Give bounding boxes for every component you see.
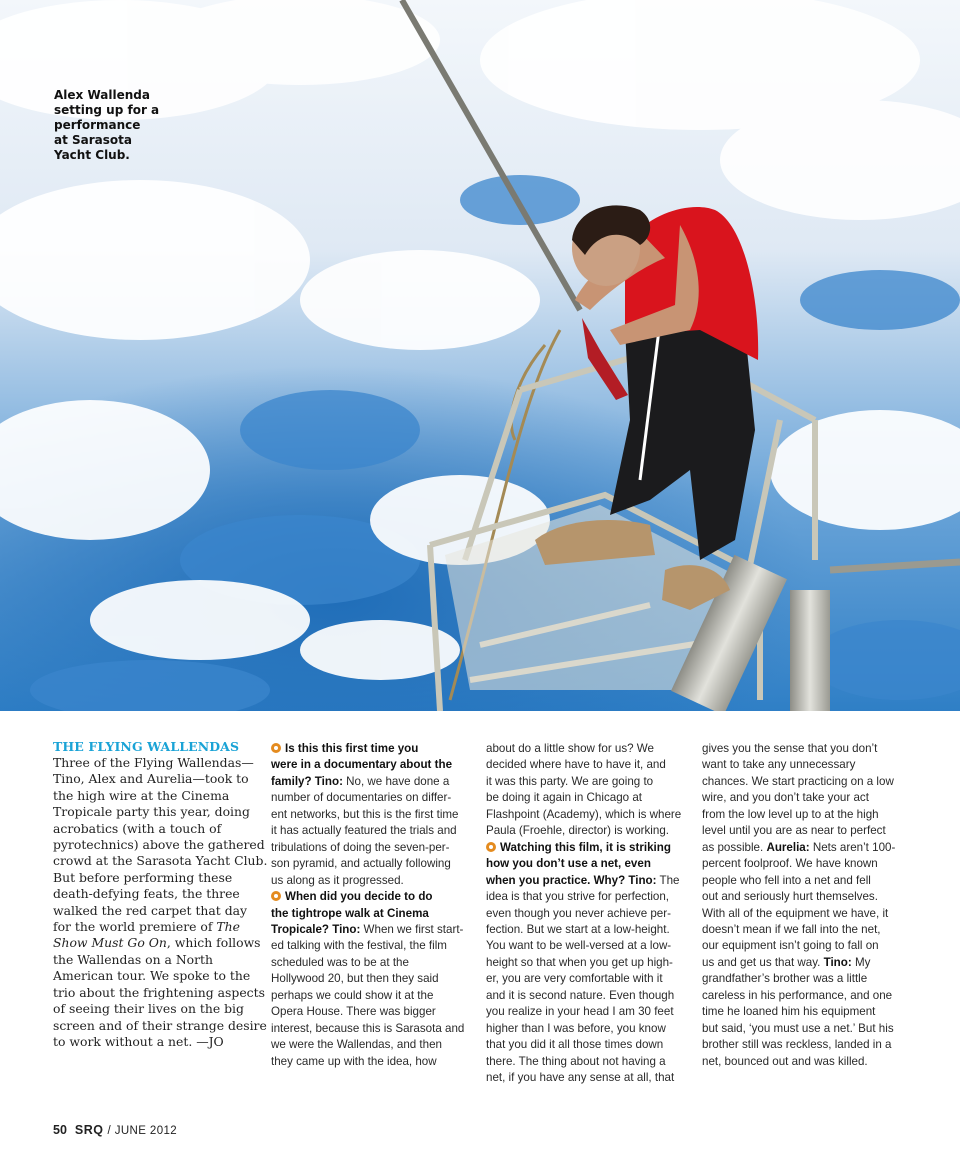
answer-line: wire, and you don’t take your act xyxy=(702,791,869,805)
answer-line: they came up with the idea, how xyxy=(271,1054,437,1068)
intro-line: acrobatics (with a touch of xyxy=(53,820,222,836)
question-text: Watching this film, it is striking xyxy=(500,840,671,854)
answer-line: level until you are as near to perfect xyxy=(702,824,886,838)
intro-line: American tour. We spoke to the xyxy=(53,968,251,984)
answer-line: You want to be well-versed at a low- xyxy=(486,939,672,953)
answer-line: Opera House. There was bigger xyxy=(271,1005,436,1019)
interview-column-2 xyxy=(486,741,696,1087)
speaker-label: Aurelia: xyxy=(766,840,810,854)
question-line xyxy=(486,840,696,856)
answer-line: height so that when you get up high- xyxy=(486,955,673,969)
answer-line: Flashpoint (Academy), which is where xyxy=(486,807,682,821)
answer-line: percent foolproof. We have known xyxy=(702,857,878,871)
answer-line: careless in his performance, and one xyxy=(702,988,893,1002)
question-text: When did you decide to do xyxy=(285,890,433,904)
answer-line: er, you are very comfortable with it xyxy=(486,972,663,986)
page-footer xyxy=(53,1123,177,1137)
caption-line: Yacht Club. xyxy=(54,148,130,162)
answer-line: grandfather’s brother was a little xyxy=(702,972,868,986)
answer-line: ent networks, but this is the first time xyxy=(271,807,459,821)
answer-line: us along as it progressed. xyxy=(271,873,404,887)
intro-line: crowd at the Sarasota Yacht Club. xyxy=(53,853,268,869)
question-line xyxy=(271,889,481,905)
answer-text: Nets aren’t 100- xyxy=(809,840,896,854)
question-bullet-icon xyxy=(486,842,496,852)
answer-line: about do a little show for us? We xyxy=(486,742,654,755)
question-text: Is this this first time you xyxy=(285,742,419,755)
answer-line: you realize in your head I am 30 feet xyxy=(486,1005,674,1019)
answer-line: gives you the sense that you don’t xyxy=(702,742,878,755)
answer-line: want to take any unnecessary xyxy=(702,758,856,772)
question-bullet-icon xyxy=(271,891,281,901)
answer-text: as possible. xyxy=(702,840,767,854)
answer-text: My xyxy=(851,955,871,969)
intro-line: walked the red carpet that day xyxy=(53,902,248,918)
answer-line: interest, because this is Sarasota and xyxy=(271,1021,465,1035)
speaker-label: Tino: xyxy=(823,955,852,969)
intro-line: Three of the Flying Wallendas— xyxy=(53,755,254,770)
article-heading: THE FLYING WALLENDAS xyxy=(53,739,240,754)
photo-caption xyxy=(54,88,174,163)
question-text: when you practice. Why? Tino: xyxy=(486,873,657,887)
answer-line: out and seriously hurt themselves. xyxy=(702,890,878,904)
question-line xyxy=(271,774,481,790)
magazine-name: SRQ xyxy=(74,1123,104,1137)
answer-line: scheduled was to be at the xyxy=(271,955,409,969)
answer-text: When we first start- xyxy=(360,922,464,936)
question-text: were in a documentary about the xyxy=(271,758,453,772)
answer-line: Paula (Froehle, director) is working. xyxy=(486,824,669,838)
question-text: the tightrope walk at Cinema xyxy=(271,906,429,920)
interview-column-3 xyxy=(702,741,912,1070)
question-text: Tropicale? Tino: xyxy=(271,922,361,936)
question-line xyxy=(486,856,696,872)
question-line xyxy=(271,741,481,757)
answer-text: No, we have done a xyxy=(342,774,450,788)
answer-line: be doing it again in Chicago at xyxy=(486,791,642,805)
answer-line xyxy=(702,840,912,856)
intro-line: the Wallendas on a North xyxy=(53,951,214,967)
intro-line: death-defying feats, the three xyxy=(53,886,240,902)
answer-line: but said, ‘you must use a net.’ But his xyxy=(702,1021,894,1035)
answer-line: perhaps we could show it at the xyxy=(271,988,434,1002)
intro-text: for the world premiere of xyxy=(53,919,217,935)
answer-line: that you did it all those times down xyxy=(486,1038,664,1052)
answer-line: time he loaned him his equipment xyxy=(702,1005,876,1019)
question-text: family? Tino: xyxy=(271,774,343,788)
intro-line: trio about the frightening aspects xyxy=(53,984,265,1000)
answer-line: people who fell into a net and fell xyxy=(702,873,871,887)
answer-line: number of documentaries on differ- xyxy=(271,791,452,805)
answer-line: idea is that you strive for perfection, xyxy=(486,890,670,904)
answer-line: doesn’t mean if we fall into the net, xyxy=(702,922,881,936)
intro-line: of seeing their lives on the big xyxy=(53,1001,244,1017)
answer-line: even though you never achieve per- xyxy=(486,906,671,920)
answer-line xyxy=(702,955,912,971)
question-line xyxy=(271,906,481,922)
answer-line: higher than I was before, you know xyxy=(486,1021,666,1035)
answer-line: ed talking with the festival, the film xyxy=(271,939,447,953)
intro-line xyxy=(53,919,253,935)
answer-line: from the low level up to at the high xyxy=(702,807,879,821)
answer-text: us and get us that way. xyxy=(702,955,824,969)
answer-line: our equipment isn’t going to fall on xyxy=(702,939,879,953)
caption-line: Alex Wallenda xyxy=(54,88,150,102)
caption-line: at Sarasota xyxy=(54,133,132,147)
answer-line: chances. We start practicing on a low xyxy=(702,774,894,788)
intro-line: Tropicale party this year, doing xyxy=(53,804,250,820)
answer-line: we were the Wallendas, and then xyxy=(271,1038,443,1052)
interview-column-1 xyxy=(271,741,481,1070)
intro-line: pyrotechnics) above the gathered xyxy=(53,837,265,853)
answer-line: son pyramid, and actually following xyxy=(271,857,451,871)
intro-line: Tino, Alex and Aurelia—took to xyxy=(53,771,249,787)
answer-line: Hollywood 20, but then they said xyxy=(271,972,439,986)
film-title-part: Show Must Go On xyxy=(53,935,167,951)
answer-line: With all of the equipment we have, it xyxy=(702,906,889,920)
intro-line xyxy=(53,935,261,951)
answer-line: it was this party. We are going to xyxy=(486,774,654,788)
intro-line: screen and of their strange desire xyxy=(53,1017,267,1033)
intro-line: to work without a net. —JO xyxy=(53,1033,224,1049)
answer-line: and it is second nature. Even though xyxy=(486,988,675,1002)
answer-text: The xyxy=(656,873,680,887)
question-line xyxy=(271,922,481,938)
answer-line: net, bounced out and was killed. xyxy=(702,1054,868,1068)
intro-text: , which follows xyxy=(166,935,261,951)
intro-line: But before performing these xyxy=(53,869,233,885)
answer-line: fection. But we start at a low-height. xyxy=(486,922,670,936)
issue-date: / JUNE 2012 xyxy=(107,1125,178,1137)
question-line xyxy=(271,757,481,773)
caption-line: setting up for a xyxy=(54,103,160,117)
intro-line: the high wire at the Cinema xyxy=(53,787,230,803)
answer-line: it has actually featured the trials and xyxy=(271,824,457,838)
answer-line: tribulations of doing the seven-per- xyxy=(271,840,450,854)
answer-line: brother still was reckless, landed in a xyxy=(702,1038,892,1052)
question-text: how you don’t use a net, even xyxy=(486,857,651,871)
article-intro xyxy=(53,738,268,1050)
question-bullet-icon xyxy=(271,743,281,753)
film-title-part: The xyxy=(216,919,240,935)
answer-line: there. The thing about not having a xyxy=(486,1054,666,1068)
answer-line: net, if you have any sense at all, that xyxy=(486,1071,675,1085)
caption-line: performance xyxy=(54,118,141,132)
intro-body xyxy=(53,755,268,1050)
question-line xyxy=(486,873,696,889)
page-number: 50 xyxy=(53,1123,67,1137)
answer-line: decided where have to have it, and xyxy=(486,758,666,772)
